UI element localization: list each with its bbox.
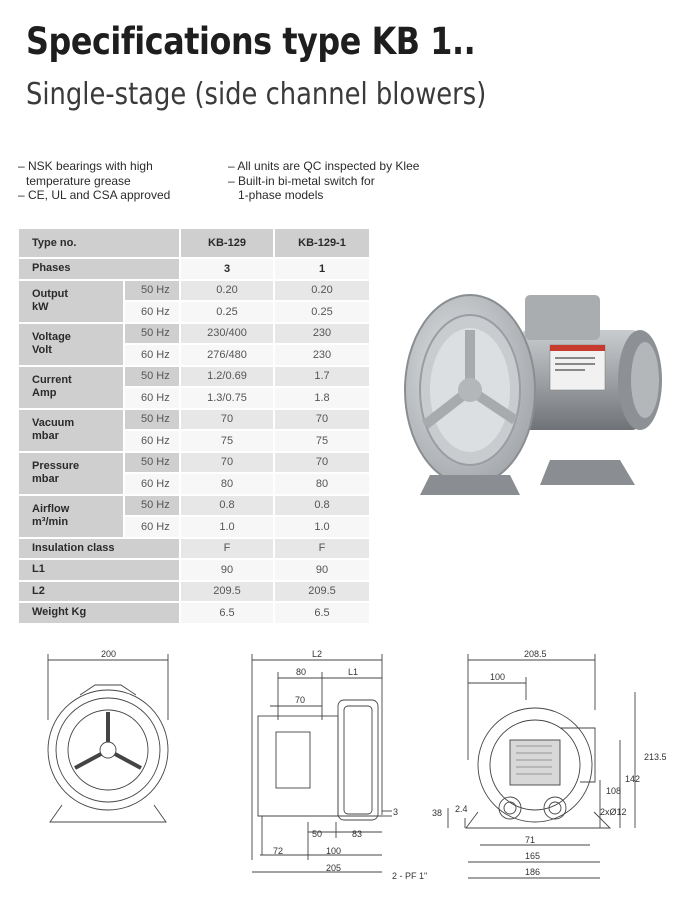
blower-housing xyxy=(405,295,535,485)
dim-label: 108 xyxy=(606,786,622,796)
cell: 230 xyxy=(275,345,369,367)
label-unit: kW xyxy=(32,301,49,313)
cell: 75 xyxy=(275,431,369,453)
cell: 6.5 xyxy=(181,603,275,625)
dim-label: 72 xyxy=(273,846,284,856)
feature-item: 1-phase models xyxy=(238,188,324,202)
table-row xyxy=(19,539,369,561)
airflow-label xyxy=(19,496,125,539)
hz-label: 60 Hz xyxy=(125,345,181,367)
side-view-drawing xyxy=(252,654,392,872)
dim-label: L1 xyxy=(348,667,359,677)
features-right xyxy=(228,159,419,203)
cell: 1.7 xyxy=(275,367,369,389)
cell: 70 xyxy=(275,410,369,432)
label-unit: mbar xyxy=(32,473,59,485)
feature-item: temperature grease xyxy=(26,173,131,188)
feature-item: – NSK bearings with high xyxy=(18,159,153,173)
table-row xyxy=(19,603,369,625)
label-line: Vacuum xyxy=(32,417,75,429)
feature-item: – Built-in bi-metal switch for xyxy=(228,173,375,188)
front-view-drawing xyxy=(48,654,168,822)
cell: 1 xyxy=(275,259,369,281)
dim-label: 38 xyxy=(432,808,443,818)
motor-body xyxy=(520,295,662,430)
cell: 70 xyxy=(275,453,369,475)
specifications-table xyxy=(19,229,369,625)
cell: 70 xyxy=(181,453,275,475)
dim-label: 50 xyxy=(312,829,323,839)
table-row xyxy=(19,367,369,389)
cell: 75 xyxy=(181,431,275,453)
dim-label: 100 xyxy=(326,846,342,856)
feature-item: – CE, UL and CSA approved xyxy=(18,188,171,202)
phases-label: Phases xyxy=(19,259,181,281)
cell: 80 xyxy=(181,474,275,496)
cell: 0.25 xyxy=(275,302,369,324)
page-title: Specifications type KB 1.. xyxy=(26,20,476,63)
dimension-drawings xyxy=(0,640,698,905)
cell: 1.0 xyxy=(275,517,369,539)
hz-label: 60 Hz xyxy=(125,302,181,324)
voltage-label xyxy=(19,324,125,367)
dim-label: 213.5 xyxy=(644,752,667,762)
table-row xyxy=(19,496,369,518)
feature-item: – All units are QC inspected by Klee xyxy=(228,159,420,173)
dim-label: 142 xyxy=(625,774,641,784)
hz-label: 50 Hz xyxy=(125,367,181,389)
cell: 70 xyxy=(181,410,275,432)
dim-label: 3 xyxy=(393,807,399,817)
cell: 80 xyxy=(275,474,369,496)
cell: 0.20 xyxy=(275,281,369,303)
blower-photo xyxy=(400,285,670,510)
page-subtitle: Single-stage (side channel blowers) xyxy=(26,77,487,112)
table-row xyxy=(19,259,369,281)
dim-label: 186 xyxy=(525,867,541,877)
label-line: Output xyxy=(32,288,69,300)
hz-label: 50 Hz xyxy=(125,496,181,518)
dim-label: 71 xyxy=(525,835,536,845)
current-label xyxy=(19,367,125,410)
label-unit: mbar xyxy=(32,430,59,442)
table-row xyxy=(19,582,369,604)
dim-label: 2xØ12 xyxy=(600,807,627,817)
label-line: Pressure xyxy=(32,460,80,472)
cell: 209.5 xyxy=(181,582,275,604)
dim-label: L2 xyxy=(312,649,323,659)
hz-label: 50 Hz xyxy=(125,453,181,475)
hz-label: 50 Hz xyxy=(125,410,181,432)
dim-label: 165 xyxy=(525,851,541,861)
label-line: Airflow xyxy=(32,503,70,515)
cell: 1.0 xyxy=(181,517,275,539)
hz-label: 60 Hz xyxy=(125,388,181,410)
label-line: Voltage xyxy=(32,331,71,343)
hz-label: 50 Hz xyxy=(125,281,181,303)
dim-label: 205 xyxy=(326,863,342,873)
model-kb-129: KB-129 xyxy=(181,229,275,259)
output-label xyxy=(19,281,125,324)
vacuum-label xyxy=(19,410,125,453)
cell: 0.20 xyxy=(181,281,275,303)
features-left xyxy=(18,159,170,203)
cell: 90 xyxy=(275,560,369,582)
rear-view-drawing xyxy=(448,654,635,878)
table-row xyxy=(19,560,369,582)
table-row xyxy=(19,453,369,475)
label-unit: m³/min xyxy=(32,516,69,528)
cell: 276/480 xyxy=(181,345,275,367)
cell: 6.5 xyxy=(275,603,369,625)
model-kb-129-1: KB-129-1 xyxy=(275,229,369,259)
dim-label: 100 xyxy=(490,672,506,682)
table-row xyxy=(19,281,369,303)
hz-label: 60 Hz xyxy=(125,517,181,539)
label-unit: Volt xyxy=(32,344,52,356)
table-row xyxy=(19,410,369,432)
type-no-label: Type no. xyxy=(19,229,181,259)
l1-label: L1 xyxy=(19,560,181,582)
dim-label: 208.5 xyxy=(524,649,547,659)
l2-label: L2 xyxy=(19,582,181,604)
cell: 0.25 xyxy=(181,302,275,324)
cell: 1.2/0.69 xyxy=(181,367,275,389)
dim-label: 2.4 xyxy=(455,804,468,814)
dim-label: 83 xyxy=(352,829,363,839)
dim-label: 200 xyxy=(101,649,117,659)
dim-label: 80 xyxy=(296,667,307,677)
cell: 230/400 xyxy=(181,324,275,346)
cell: F xyxy=(181,539,275,561)
insulation-label: Insulation class xyxy=(19,539,181,561)
hz-label: 50 Hz xyxy=(125,324,181,346)
cell: 230 xyxy=(275,324,369,346)
cell: 0.8 xyxy=(181,496,275,518)
cell: 1.3/0.75 xyxy=(181,388,275,410)
weight-label: Weight Kg xyxy=(19,603,181,625)
table-header-row xyxy=(19,229,369,259)
hz-label: 60 Hz xyxy=(125,431,181,453)
dim-label: 70 xyxy=(295,695,306,705)
cell: 90 xyxy=(181,560,275,582)
label-unit: Amp xyxy=(32,387,57,399)
cell: 0.8 xyxy=(275,496,369,518)
label-line: Current xyxy=(32,374,72,386)
cell: 3 xyxy=(181,259,275,281)
cell: 1.8 xyxy=(275,388,369,410)
table-row xyxy=(19,324,369,346)
hz-label: 60 Hz xyxy=(125,474,181,496)
cell: 209.5 xyxy=(275,582,369,604)
dim-label: 2 - PF 1" xyxy=(392,871,428,881)
pressure-label xyxy=(19,453,125,496)
cell: F xyxy=(275,539,369,561)
